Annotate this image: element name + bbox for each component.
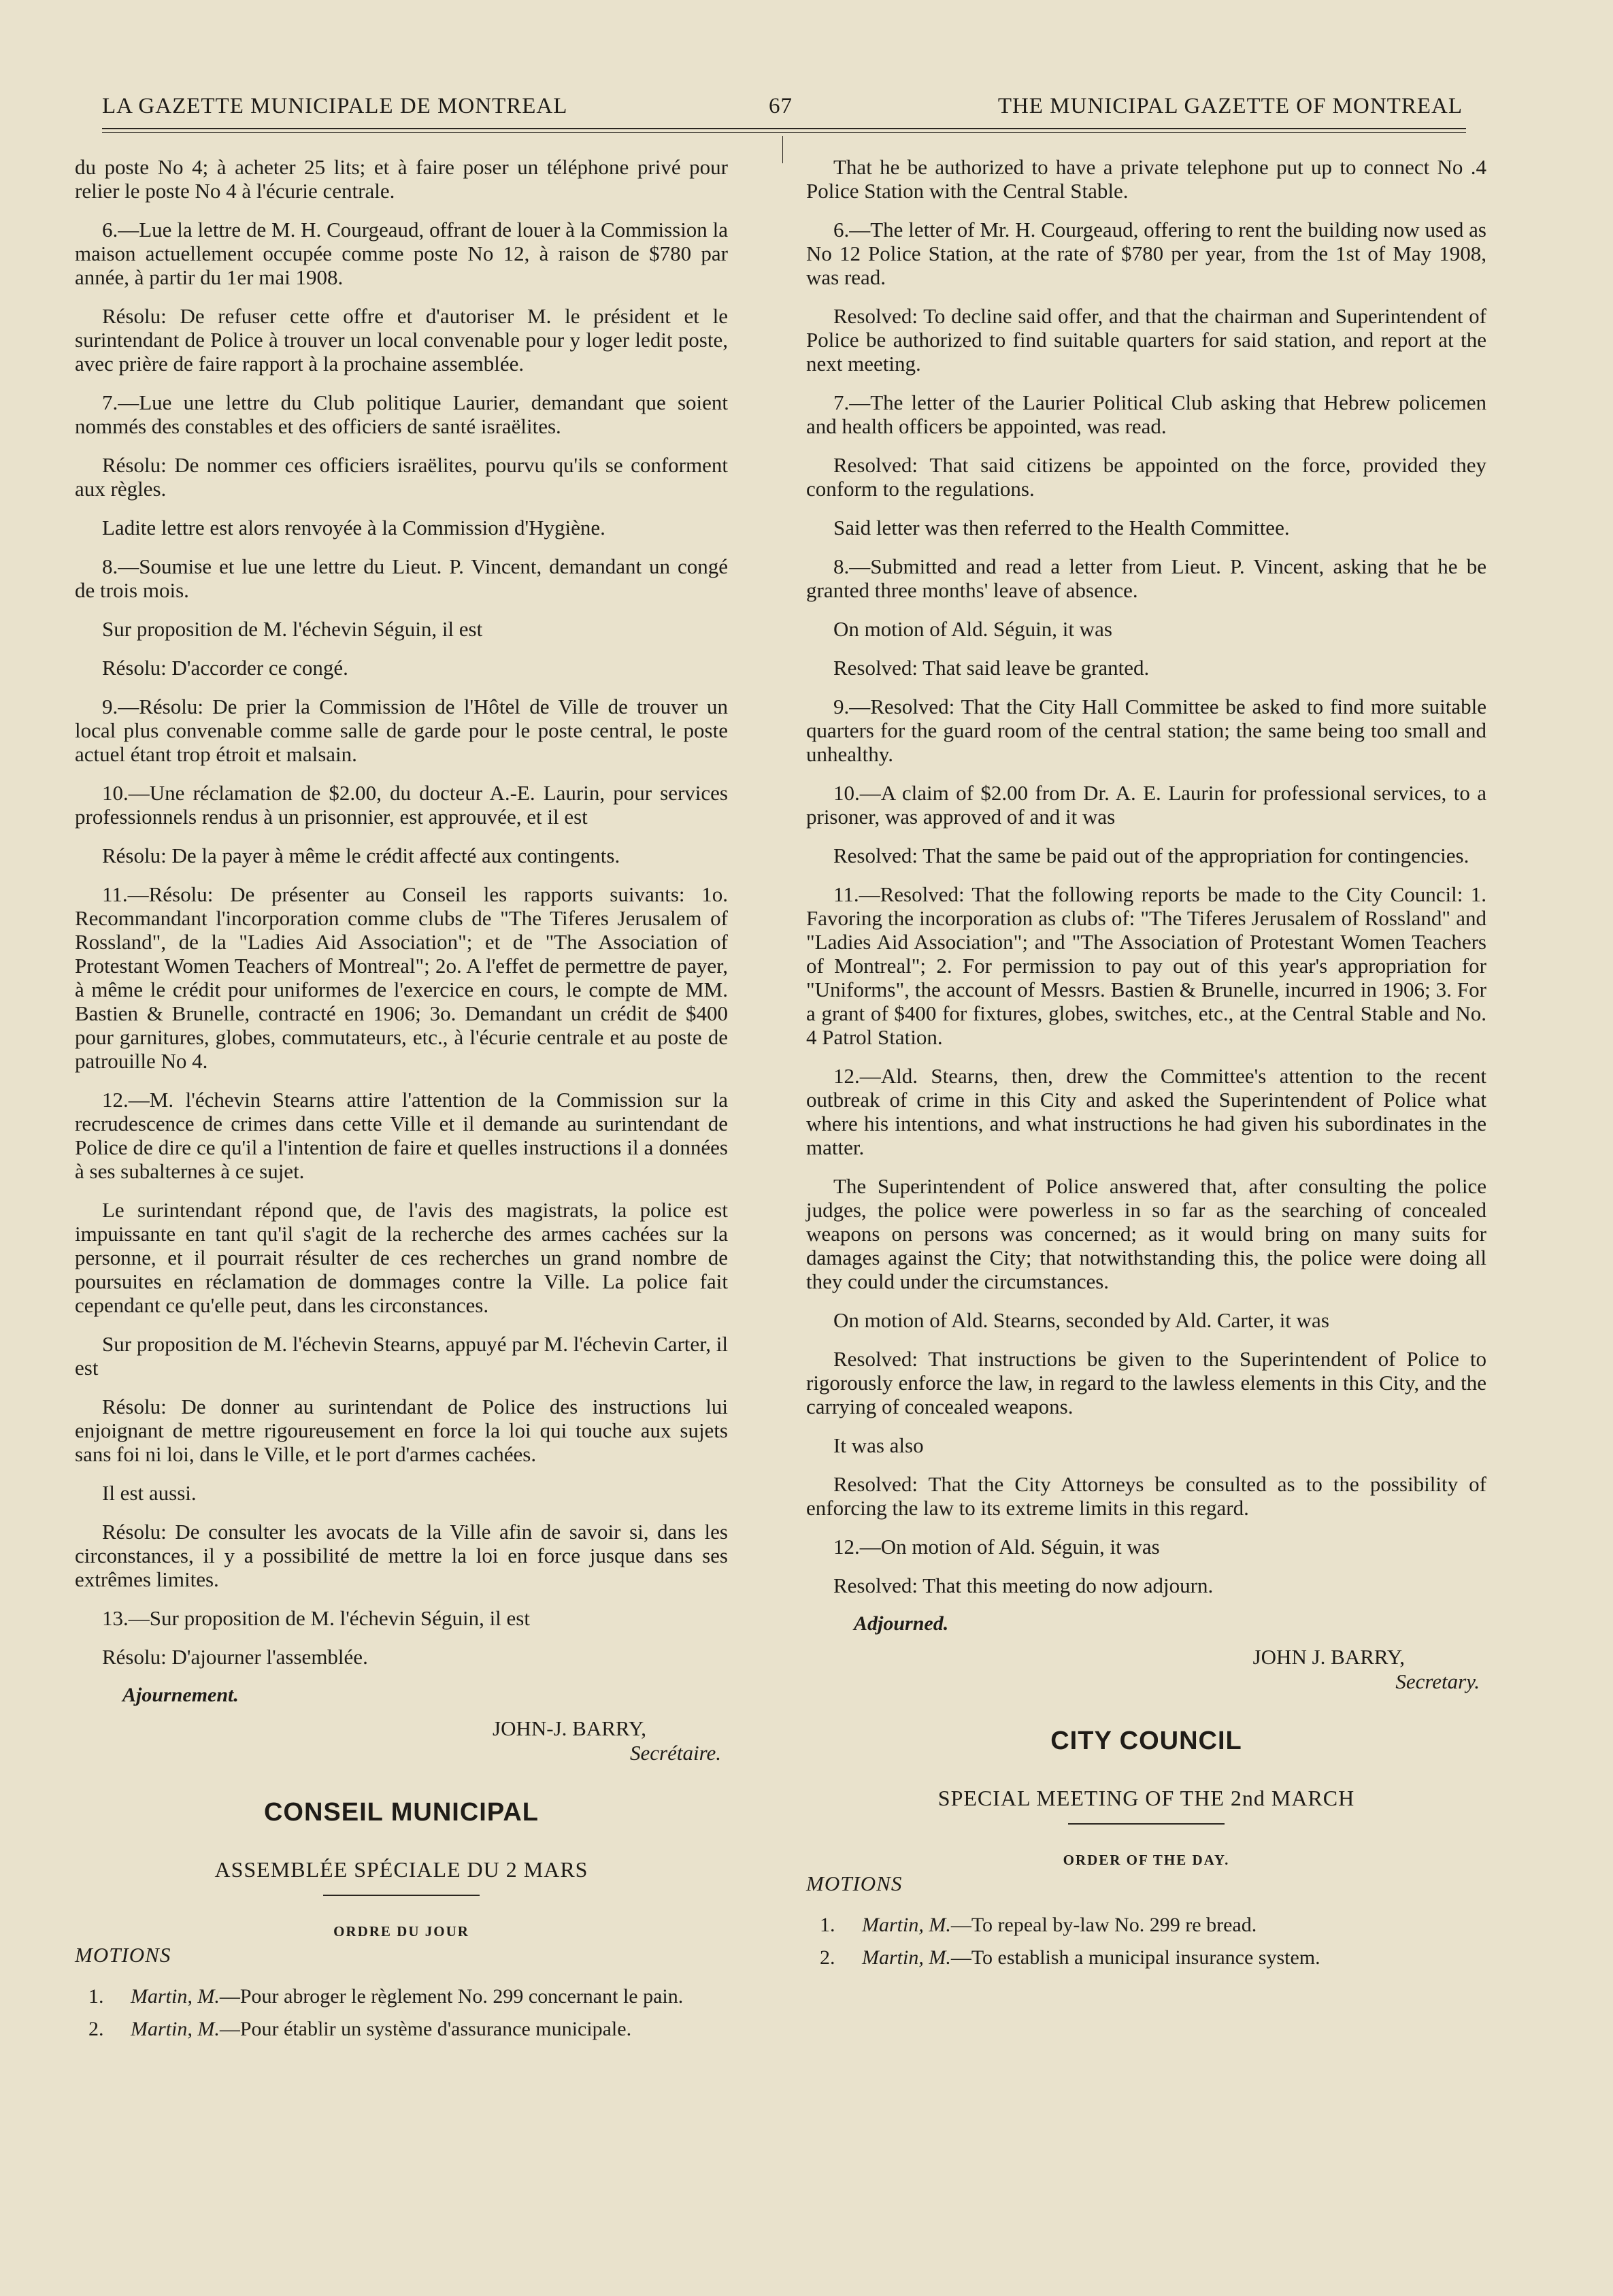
en-order-label: ORDER OF THE DAY. — [1063, 1852, 1230, 1868]
french-column — [75, 155, 728, 2050]
fr-council-title: CONSEIL MUNICIPAL — [263, 1798, 539, 1827]
fr-paragraph: 6.—Lue la lettre de M. H. Courgeaud, offrant de louer à la Commission la maison actuellement occupée comme poste No 12, à raison de $780 par année, à partir du 1er mai 1908. — [75, 218, 728, 289]
fr-motions-label: MOTIONS — [75, 1943, 171, 1967]
fr-paragraph: Résolu: De consulter les avocats de la Ville afin de savoir si, dans les circonstances, il y a possibilité de mettre la loi en force jusque dans ses extrêmes limites. — [75, 1520, 728, 1591]
en-motion-text: —To repeal by-law No. 299 re bread. — [950, 1914, 1257, 1936]
fr-paragraph: du poste No 4; à acheter 25 lits; et à faire poser un téléphone privé pour relier le poste No 4 à l'écurie centrale. — [75, 155, 728, 203]
en-paragraph: It was also — [833, 1433, 924, 1457]
en-signature-name: JOHN J. BARRY, — [1252, 1645, 1405, 1669]
fr-motion-item — [88, 2018, 728, 2041]
fr-paragraph: 11.—Résolu: De présenter au Conseil les rapports suivants: 1o. Recommandant l'incorporation comme clubs de "The Tiferes Jerusalem of Rossland", de la "Ladies Aid Association"; et de "The Association of Protestant Women Teachers of Montreal"; 2o. A l'effet de permettre de payer, à même le crédit pour uniformes de l'exercice en cours, le compte de MM. Bastien & Brunelle, contracté en 1906; 3o. Demandant un crédit de $400 pour garnitures, globes, commutateurs, etc., à l'écurie centrale et au poste de patrouille No 4. — [75, 882, 728, 1073]
fr-paragraph: 12.—M. l'échevin Stearns attire l'attention de la Commission sur la recrudescence de crimes dans cette Ville et il demande au surintendant de Police de dire ce qu'il a l'intention de faire et quelles instructions il a données à ses subalternes à ce sujet. — [75, 1088, 728, 1183]
fr-motion-mover: Martin, M. — [131, 1985, 220, 2008]
fr-signature-name: JOHN-J. BARRY, — [493, 1716, 646, 1740]
en-motion-number: 2. — [820, 1946, 835, 1969]
en-paragraph: Resolved: That the same be paid out of the appropriation for contingencies. — [833, 844, 1469, 867]
en-paragraph: Resolved: That said leave be granted. — [833, 656, 1150, 680]
en-paragraph: 12.—Ald. Stearns, then, drew the Committee's attention to the recent outbreak of crime in this City and asked the Superintendent of Police what where his intentions, and what instructions he had given his subordinates in the matter. — [806, 1064, 1486, 1159]
en-motion-item — [820, 1914, 1486, 1937]
en-paragraph: On motion of Ald. Séguin, it was — [833, 617, 1112, 641]
fr-motion-number: 1. — [88, 1985, 104, 2008]
fr-paragraph: Résolu: D'ajourner l'assemblée. — [102, 1645, 368, 1669]
en-motion-mover: Martin, M. — [862, 1914, 951, 1936]
fr-section-rule — [323, 1895, 480, 1896]
en-signature-role: Secretary. — [1395, 1669, 1480, 1693]
en-paragraph: 10.—A claim of $2.00 from Dr. A. E. Laurin for professional services, to a prisoner, was approved of and it was — [806, 781, 1486, 829]
fr-motion-text: —Pour abroger le règlement No. 299 concernant le pain. — [219, 1985, 684, 2008]
en-motion-number: 1. — [820, 1914, 835, 1936]
fr-motion-mover: Martin, M. — [131, 2018, 220, 2040]
fr-paragraph: Le surintendant répond que, de l'avis des magistrats, la police est impuissante en tant qu'il s'agit de la recherche des armes cachées sur la personne, et il pourrait résulter de ces recherches un grand nombre de poursuites en réclamation de dommages contre la Ville. La police fait cependant ce qu'elle peut, dans les circonstances. — [75, 1198, 728, 1317]
en-paragraph: 11.—Resolved: That the following reports be made to the City Council: 1. Favoring the incorporation as clubs of: "The Tiferes Jerusalem of Rossland" and "Ladies Aid Association"; and "The Association of Protestant Women Teachers of Montreal"; 2. For permission to pay out of this year's appropriation for "Uniforms", the account of Messrs. Bastien & Brunelle, incurred in 1906; 3. For a grant of $400 for fixtures, globes, switches, etc., at the Central Stable and No. 4 Patrol Station. — [806, 882, 1486, 1049]
en-paragraph: The Superintendent of Police answered that, after consulting the police judges, the police were powerless in so far as the searching of concealed weapons on persons was concerned; as it would bring on many suits for damages against the City; that notwithstanding this, the police were doing all they could under the circumstances. — [806, 1174, 1486, 1293]
en-motions-label: MOTIONS — [806, 1871, 903, 1895]
fr-meeting-title: ASSEMBLÉE SPÉCIALE DU 2 MARS — [214, 1857, 588, 1882]
fr-paragraph: 13.—Sur proposition de M. l'échevin Séguin, il est — [102, 1606, 530, 1630]
header-english-title: THE MUNICIPAL GAZETTE OF MONTREAL — [997, 94, 1463, 118]
fr-paragraph: 9.—Résolu: De prier la Commission de l'Hôtel de Ville de trouver un local plus convenable comme salle de garde pour le poste central, le poste actuel étant trop étroit et malsain. — [75, 695, 728, 766]
header-rule-thin — [102, 132, 1466, 133]
en-motion-item — [820, 1946, 1486, 1969]
fr-order-label: ORDRE DU JOUR — [333, 1923, 469, 1940]
fr-paragraph: Résolu: D'accorder ce congé. — [102, 656, 348, 680]
en-paragraph: Resolved: That said citizens be appointed on the force, provided they conform to the regulations. — [806, 453, 1486, 501]
fr-paragraph: Sur proposition de M. l'échevin Stearns, appuyé par M. l'échevin Carter, il est — [75, 1332, 728, 1380]
en-motion-text: —To establish a municipal insurance system. — [950, 1946, 1320, 1969]
en-paragraph: Said letter was then referred to the Health Committee. — [833, 516, 1290, 539]
english-column — [806, 155, 1486, 1979]
header-french-title: LA GAZETTE MUNICIPALE DE MONTREAL — [102, 94, 568, 118]
fr-paragraph: Résolu: De refuser cette offre et d'autoriser M. le président et le surintendant de Police à trouver un local convenable pour y loger ledit poste, avec prière de faire rapport à la prochaine assemblée. — [75, 304, 728, 376]
fr-paragraph: Résolu: De nommer ces officiers israëlites, pourvu qu'ils se conforment aux règles. — [75, 453, 728, 501]
en-council-title: CITY COUNCIL — [1050, 1727, 1242, 1755]
fr-paragraph: 7.—Lue une lettre du Club politique Laurier, demandant que soient nommés des constables et des officiers de santé israëlites. — [75, 390, 728, 438]
page-header — [102, 94, 1463, 124]
page-number: 67 — [769, 94, 793, 118]
fr-paragraph: 8.—Soumise et lue une lettre du Lieut. P. Vincent, demandant un congé de trois mois. — [75, 554, 728, 602]
fr-paragraph: Il est aussi. — [102, 1481, 197, 1505]
fr-motion-item — [88, 1985, 728, 2008]
en-paragraph: Resolved: That this meeting do now adjourn. — [833, 1574, 1214, 1597]
en-paragraph: Resolved: That the City Attorneys be consulted as to the possibility of enforcing the law to its extreme limits in this regard. — [806, 1472, 1486, 1520]
fr-paragraph: Résolu: De donner au surintendant de Police des instructions lui enjoignant de mettre rigoureusement en force la loi qui touche aux sujets sans foi ni loi, dans le Ville, et le port d'armes cachées. — [75, 1395, 728, 1466]
fr-motion-text: —Pour établir un système d'assurance municipale. — [219, 2018, 632, 2040]
fr-signature — [75, 1716, 728, 1765]
fr-paragraph: 10.—Une réclamation de $2.00, du docteur A.-E. Laurin, pour services professionnels rendus à un prisonnier, est approuvée, et il est — [75, 781, 728, 829]
en-paragraph: 12.—On motion of Ald. Séguin, it was — [833, 1535, 1160, 1559]
en-paragraph: 6.—The letter of Mr. H. Courgeaud, offering to rent the building now used as No 12 Police Station, at the rate of $780 per year, from the 1st of May 1908, was read. — [806, 218, 1486, 289]
en-adjourned: Adjourned. — [854, 1612, 949, 1635]
en-paragraph: 7.—The letter of the Laurier Political Club asking that Hebrew policemen and health officers be appointed, was read. — [806, 390, 1486, 438]
header-rule — [102, 128, 1466, 129]
en-section-rule — [1068, 1823, 1225, 1825]
en-paragraph: That he be authorized to have a private telephone put up to connect No .4 Police Station with the Central Stable. — [806, 155, 1486, 203]
en-paragraph: Resolved: To decline said offer, and that the chairman and Superintendent of Police be authorized to find suitable quarters for said station, and report at the next meeting. — [806, 304, 1486, 376]
en-paragraph: Resolved: That instructions be given to the Superintendent of Police to rigorously enforce the law, in regard to the lawless elements in this City, and the carrying of concealed weapons. — [806, 1347, 1486, 1418]
fr-paragraph: Ladite lettre est alors renvoyée à la Commission d'Hygiène. — [102, 516, 605, 539]
en-paragraph: On motion of Ald. Stearns, seconded by Ald. Carter, it was — [833, 1308, 1329, 1332]
en-motion-mover: Martin, M. — [862, 1946, 951, 1969]
fr-paragraph: Résolu: De la payer à même le crédit affecté aux contingents. — [102, 844, 620, 867]
fr-adjourned: Ajournement. — [122, 1684, 239, 1706]
en-meeting-title: SPECIAL MEETING OF THE 2nd MARCH — [937, 1786, 1355, 1810]
fr-paragraph: Sur proposition de M. l'échevin Séguin, il est — [102, 617, 483, 641]
fr-signature-role: Secrétaire. — [630, 1741, 721, 1765]
fr-motion-number: 2. — [88, 2018, 104, 2040]
en-signature — [806, 1645, 1486, 1694]
en-paragraph: 9.—Resolved: That the City Hall Committee be asked to find more suitable quarters for the guard room of the central station; the same being too small and unhealthy. — [806, 695, 1486, 766]
column-divider — [782, 136, 783, 163]
en-paragraph: 8.—Submitted and read a letter from Lieut. P. Vincent, asking that he be granted three months' leave of absence. — [806, 554, 1486, 602]
